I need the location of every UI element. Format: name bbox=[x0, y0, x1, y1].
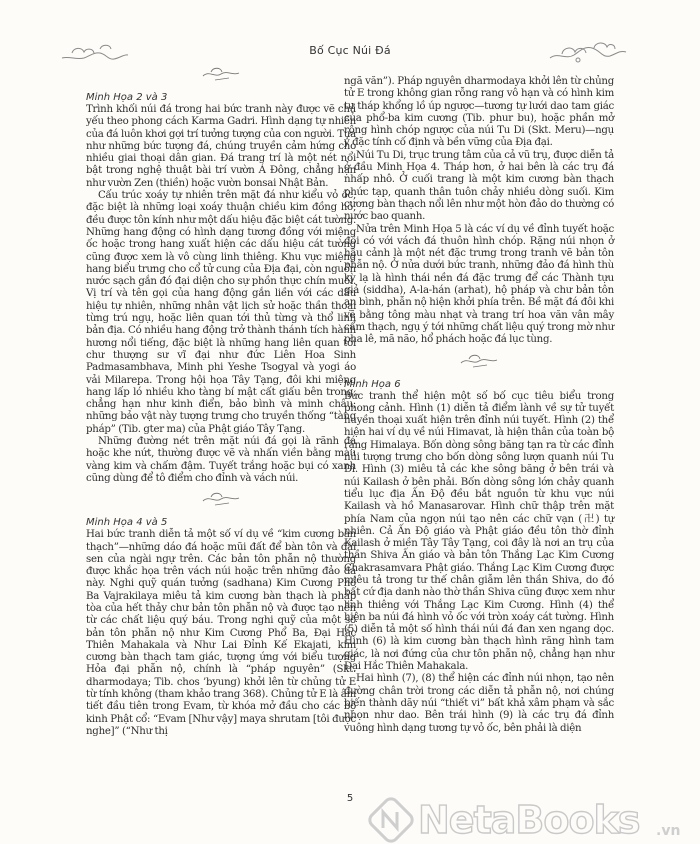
illustration-caption: Minh Họa 4 và 5 bbox=[86, 517, 168, 529]
paragraph: Trình khối núi đá trong hai bức tranh này được vẽ chủ yếu theo phong cách Karma Gadri. Hình dạng tự nhiên của đá luôn khơi gợi trí tưởng tượng của con người. Tựa như những bức tượng đá, chúng truyền cảm hứng cho nhiều giai thoại dân gian. Đá trang trí là một nét nổi bật trong nghệ thuật bài trí vườn Á Đông, chẳng hạn như vườn Zen (thiền) hoặc vườn bonsai Nhật Bản. bbox=[86, 104, 356, 189]
netabooks-watermark bbox=[366, 797, 700, 844]
paragraph: Nửa trên Minh Họa 5 là các ví dụ về đỉnh tuyết hoặc đồi có với vách đá thuôn hình chóp. Rặng núi nhọn ở hậu cảnh là một nét đặc trưng trong tranh vẽ bản tôn phẫn nộ. Ở nửa dưới bức tranh, những đảo đá hình thù kỳ lạ là hình thái nền đá đặc trưng để các Thành tựu giả (siddha), A-la-hán (arhat), hộ pháp và chư bản tôn an bình, phẫn nộ hiện khởi phía trên. Bề mặt đá đôi khi vẽ bằng tông màu nhạt và trang trí hoa văn vân mây cẩm thạch, ngụ ý tới những chất liệu quý trong mờ như pha lê, mã não, hổ phách hoặc đá lục tùng. bbox=[344, 223, 614, 346]
running-header-title: Bố Cục Núi Đá bbox=[309, 44, 391, 57]
paragraph: Hai hình (7), (8) thể hiện các đỉnh núi nhọn, tạo nên đường chân trời trong các diễn tả phẫn nộ, nơi chúng biến thành dãy núi “thiết vi” bất khả xâm phạm và sắc nhọn như dao. Bên trái hình (9) là các trụ đá đỉnh vuông hình dạng tương tự vỏ ốc, bên phải là diện bbox=[344, 673, 614, 734]
paragraph: ngã văn”). Pháp nguyên dharmodaya khởi lên từ chủng tử E trong không gian rỗng rang vô hạn và có hình kim tự tháp khổng lồ úp ngược—tương tự lưới dao tam giác của phổ-ba kim cương (Tib. phur bu), hoặc phần mở rộng hình chóp ngược của núi Tu Di (Skt. Meru)—ngụ ý đặc tính cố định và bền vững của Địa đại. bbox=[344, 76, 614, 149]
small-cloud-ornament-icon bbox=[86, 64, 356, 86]
paragraph: Cấu trúc xoáy tự nhiên trên mặt đá như kiểu vỏ ốc, đặc biệt là những loại xoáy thuận chiều kim đồng hồ, đều được tôn kính như một dấu hiệu đặc biệt cát tường. Những hang động có hình dạng tương đồng với miệng ốc hoặc trong hang xuất hiện các dấu hiệu cát tường cũng được xem là vô cùng linh thiêng. Khu vực miệng hang biểu trưng cho cổ tử cung của Địa đại, còn nguồn nước sạch gắn đó đại diện cho sự phồn thực chín muồi. Vị trí và tên gọi của hang động gắn liền với các dấu hiệu tự nhiên, những nhân vật lịch sử hoặc thần thoại từng trú ngụ, hoặc liên quan tới thủ từng và thổ linh bản địa. Có nhiều hang động trở thành thánh tích hành hương nổi tiếng, đặc biệt là những hang liên quan tới chư thượng sư vĩ đại như đức Liên Hoa Sinh Padmasambhava, Minh phi Yeshe Tsogyal và yogi áo vải Milarepa. Trong hội họa Tây Tạng, đôi khi miệng hang lấp ló nhiều kho tàng bí mật cất giấu bên trong, chẳng hạn như kinh điển, bảo bình và minh châu; những bảo vật này tượng trưng cho truyền thống “tàng pháp” (Tib. gter ma) của Phật giáo Tây Tạng. bbox=[86, 190, 356, 435]
paragraph: Bức tranh thể hiện một số bố cục tiêu biểu trong phong cảnh. Hình (1) diễn tả điểm lành về sự tử tuyết huyền thoại xuất hiện trên đỉnh núi tuyết. Hình (2) thể hiện hai ví dụ về núi Himavat, là hiện thân của toàn bộ rặng Himalaya. Bốn dòng sông băng tạn ra từ các đỉnh núi tượng trưng cho bốn dòng sông lượn quanh núi Tu Di. Hình (3) miêu tả các khe sông băng ở bên trái và núi Kailash ở bên phải. Bốn dòng sông lớn chảy quanh tiểu lục địa Ấn Độ đều bắt nguồn từ khu vực núi Kailash và hồ Manasarovar. Hình chữ thập trên mặt phía Nam của ngọn núi tạo nên các chữ vạn (卍) tự nhiên. Cả Ấn Độ giáo và Phật giáo đều tôn thờ đỉnh Kailash ở miền Tây Tây Tạng, coi đây là nơi an trụ của thần Shiva Ấn giáo và bản tôn Thắng Lạc Kim Cương Chakrasamvara Phật giáo. Thắng Lạc Kim Cương được miêu tả trong tư thế chân giẫm lên thần Shiva, do đó bất cứ địa danh nào thờ thần Shiva cũng được xem như linh thiêng với Thắng Lạc Kim Cương. Hình (4) thể hiện ba núi đá hình vỏ ốc với tròn xoáy cát tường. Hình (5) diễn tả một số hình thái núi đá đan xen ngang dọc. Hình (6) là kim cương bàn thạch hình răng hình tam giác, là nơi đứng của chư tôn phẫn nộ, chẳng hạn như Đại Hắc Thiên Mahakala. bbox=[344, 390, 614, 673]
paragraph: Hai bức tranh diễn tả một số ví dụ về “kim cương bàn thạch”—những dáo đá hoặc mũi đất để bàn tôn và đài sen của ngài ngự trên. Các bản tôn phẫn nộ thường được khắc họa trên vách núi hoặc trên những đảo đá này. Nghi quỹ quán tưởng (sadhana) Kim Cương Phổ Ba Vajrakilaya miêu tả kim cương bàn thạch là pháp tòa của hết thảy chư bản tôn phẫn nộ và được tạo nên từ các chất liệu quý báu. Trong nghi quỹ của một số bản tôn phẫn nộ như Kim Cương Phổ Ba, Đại Hắc Thiên Mahakala và Như Lai Đỉnh Kế Ekajati, kim cương bàn thạch tam giác, tượng ứng với biểu tượng Hỏa đại phẫn nộ, chính là “pháp nguyên” (Skt. dharmodaya; Tib. chos ’byung) khởi lên từ chủng tử E từ tính không (tham khảo trang 368). Chủng tử E là âm tiết đầu tiên trong Evam, từ khóa mở đầu cho các bộ kinh Phật cổ: “Evam [Như vậy] maya shrutam [tôi được nghe]” (“Như thị bbox=[86, 529, 356, 737]
small-cloud-ornament-icon bbox=[344, 351, 614, 373]
small-cloud-ornament-icon bbox=[86, 489, 356, 511]
netabooks-logo-icon bbox=[366, 797, 414, 844]
watermark-suffix: .vn bbox=[656, 823, 681, 839]
left-column bbox=[86, 64, 356, 738]
paragraph: Núi Tu Di, trục trung tâm của cả vũ trụ, được diễn tả ở đầu Minh Họa 4. Tháp hơn, ở hai bên là các trụ đá nhấp nhô. Ở cuối trang là một kim cương bàn thạch phức tạp, quanh thân tuôn chảy nhiều dòng suối. Kim cương bàn thạch nổi lên như một hòn đảo do thường có nước bao quanh. bbox=[344, 149, 614, 223]
paragraph: Những đường nét trên mặt núi đá gọi là rãnh đá hoặc khe nứt, thường được vẽ và nhấn viền bằng màu vàng kim và chấm đậm. Tuyết trắng hoặc bụi có xanh cũng dùng để tô điểm cho đỉnh và vách núi. bbox=[86, 436, 356, 484]
page-number: 5 bbox=[346, 793, 354, 804]
right-column bbox=[344, 76, 614, 735]
illustration-caption: Minh Họa 2 và 3 bbox=[86, 92, 168, 103]
illustration-caption: Minh Họa 6 bbox=[344, 378, 401, 390]
cloud-ornament-icon bbox=[548, 38, 628, 72]
watermark-brand: NetaBooks bbox=[418, 798, 640, 842]
